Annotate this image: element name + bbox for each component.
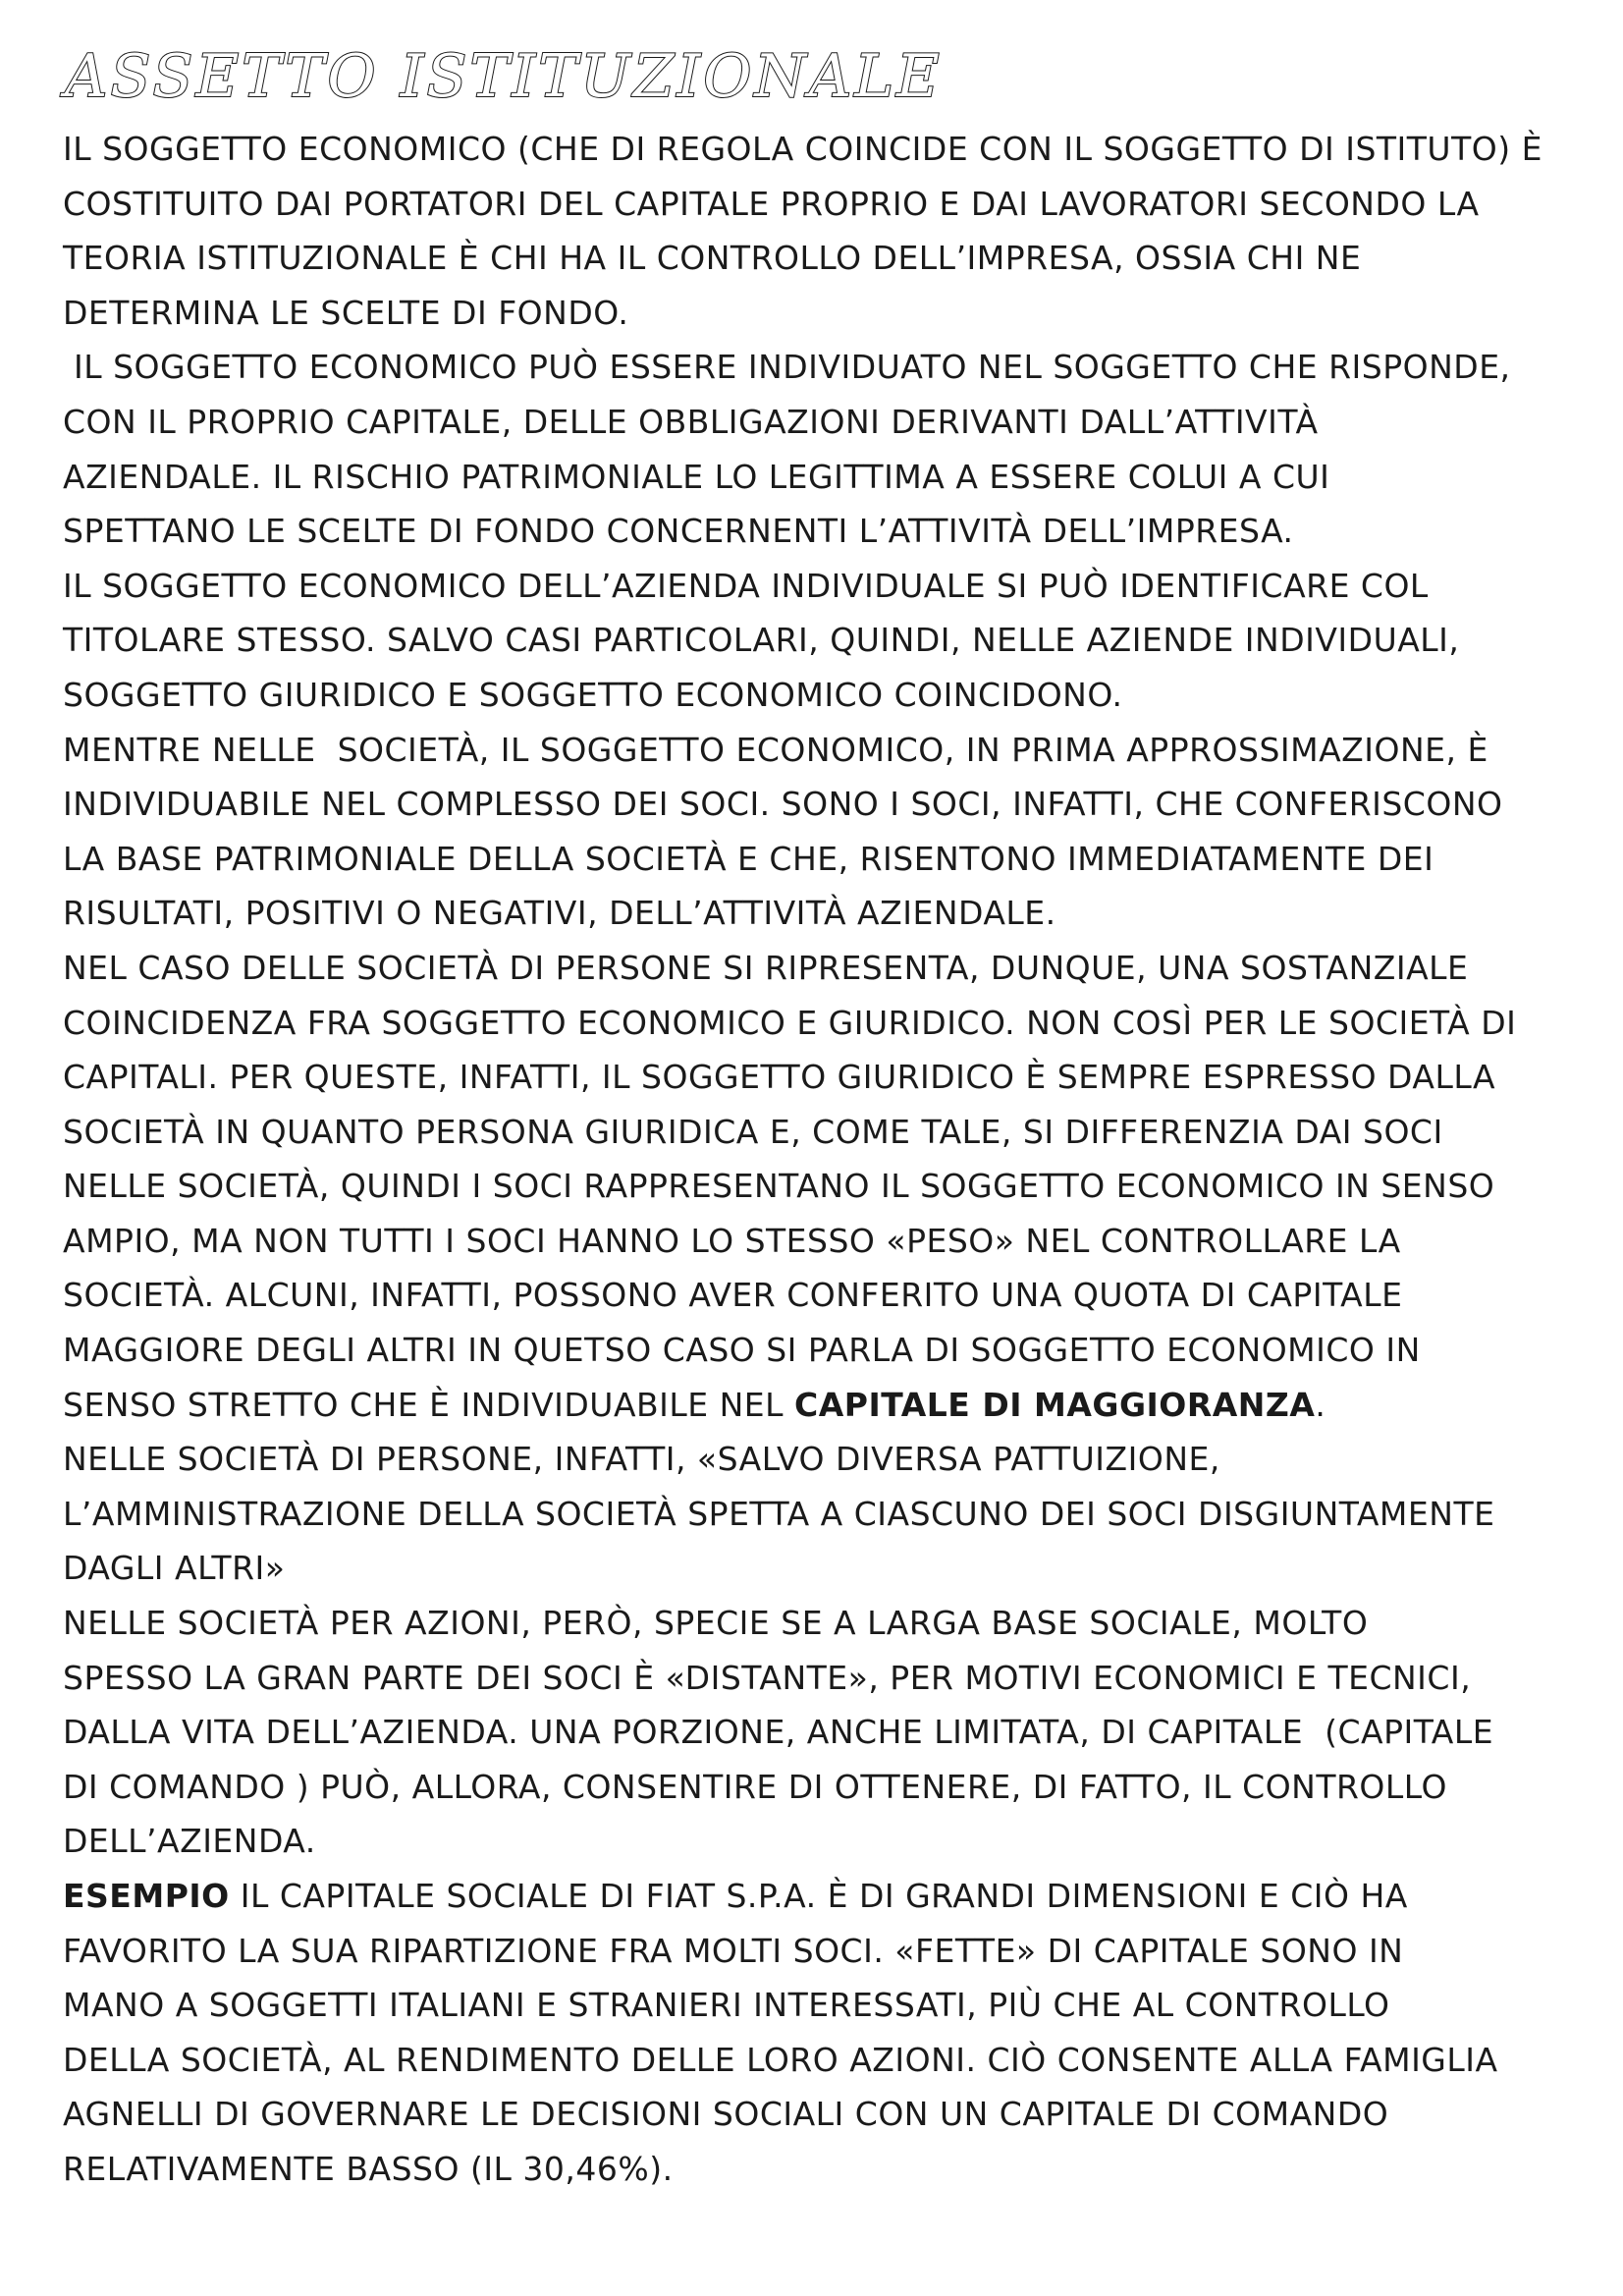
text-line: MANO A SOGGETTI ITALIANI E STRANIERI INTERESSATI, PIÙ CHE AL CONTROLLO	[63, 1986, 1390, 2025]
text-line: INDIVIDUABILE NEL COMPLESSO DEI SOCI. SONO I SOCI, INFATTI, CHE CONFERISCONO	[63, 785, 1503, 824]
text-line: SPESSO LA GRAN PARTE DEI SOCI È «DISTANTE», PER MOTIVI ECONOMICI E TECNICI,	[63, 1658, 1472, 1697]
text-line: LA BASE PATRIMONIALE DELLA SOCIETÀ E CHE, RISENTONO IMMEDIATAMENTE DEI	[63, 839, 1434, 878]
emphasis-capitale-di-maggioranza: CAPITALE DI MAGGIORANZA	[794, 1385, 1316, 1424]
text-line: AZIENDALE. IL RISCHIO PATRIMONIALE LO LEGITTIMA A ESSERE COLUI A CUI	[63, 457, 1330, 496]
text-line: DI COMANDO ) PUÒ, ALLORA, CONSENTIRE DI OTTENERE, DI FATTO, IL CONTROLLO	[63, 1767, 1447, 1806]
text-line: DALLA VITA DELL’AZIENDA. UNA PORZIONE, ANCHE LIMITATA, DI CAPITALE (CAPITALE	[63, 1713, 1494, 1752]
text-segment: SENSO STRETTO CHE È INDIVIDUABILE NEL	[63, 1385, 795, 1424]
text-line: COSTITUITO DAI PORTATORI DEL CAPITALE PROPRIO E DAI LAVORATORI SECONDO LA	[63, 184, 1480, 223]
text-line: RISULTATI, POSITIVI O NEGATIVI, DELL’ATTIVITÀ AZIENDALE.	[63, 894, 1056, 933]
text-segment: .	[1315, 1385, 1326, 1424]
text-line: NELLE SOCIETÀ PER AZIONI, PERÒ, SPECIE SE A LARGA BASE SOCIALE, MOLTO	[63, 1604, 1369, 1643]
text-line: DELLA SOCIETÀ, AL RENDIMENTO DELLE LORO AZIONI. CIÒ CONSENTE ALLA FAMIGLIA	[63, 2040, 1498, 2079]
text-line: MENTRE NELLE SOCIETÀ, IL SOGGETTO ECONOMICO, IN PRIMA APPROSSIMAZIONE, È	[63, 730, 1488, 769]
text-line: SOGGETTO GIURIDICO E SOGGETTO ECONOMICO COINCIDONO.	[63, 675, 1123, 714]
text-line: DELL’AZIENDA.	[63, 1822, 316, 1861]
text-line: DAGLI ALTRI»	[63, 1549, 286, 1588]
text-segment: IL CAPITALE SOCIALE DI FIAT S.P.A. È DI GRANDI DIMENSIONI E CIÒ HA	[229, 1877, 1408, 1915]
text-line: CON IL PROPRIO CAPITALE, DELLE OBBLIGAZIONI DERIVANTI DALL’ATTIVITÀ	[63, 402, 1319, 441]
text-line: TEORIA ISTITUZIONALE È CHI HA IL CONTROLLO DELL’IMPRESA, OSSIA CHI NE	[63, 239, 1362, 278]
text-line: CAPITALI. PER QUESTE, INFATTI, IL SOGGETTO GIURIDICO È SEMPRE ESPRESSO DALLA	[63, 1058, 1496, 1097]
document-body	[63, 122, 1595, 2197]
text-line: AGNELLI DI GOVERNARE LE DECISIONI SOCIALI CON UN CAPITALE DI COMANDO	[63, 2095, 1389, 2134]
text-line: IL SOGGETTO ECONOMICO DELL’AZIENDA INDIVIDUALE SI PUÒ IDENTIFICARE COL	[63, 566, 1429, 605]
text-line-with-emphasis	[63, 1378, 1595, 1433]
text-line: IL SOGGETTO ECONOMICO PUÒ ESSERE INDIVIDUATO NEL SOGGETTO CHE RISPONDE,	[63, 348, 1511, 387]
text-line: MAGGIORE DEGLI ALTRI IN QUETSO CASO SI PARLA DI SOGGETTO ECONOMICO IN	[63, 1331, 1421, 1370]
example-line	[63, 1869, 1595, 1924]
text-line: COINCIDENZA FRA SOGGETTO ECONOMICO E GIURIDICO. NON COSÌ PER LE SOCIETÀ DI	[63, 1003, 1517, 1042]
text-line: NELLE SOCIETÀ, QUINDI I SOCI RAPPRESENTANO IL SOGGETTO ECONOMICO IN SENSO	[63, 1167, 1495, 1206]
text-line: AMPIO, MA NON TUTTI I SOCI HANNO LO STESSO «PESO» NEL CONTROLLARE LA	[63, 1221, 1401, 1260]
text-line: RELATIVAMENTE BASSO (IL 30,46%).	[63, 2149, 674, 2188]
text-line: TITOLARE STESSO. SALVO CASI PARTICOLARI, QUINDI, NELLE AZIENDE INDIVIDUALI,	[63, 621, 1460, 660]
text-line: NEL CASO DELLE SOCIETÀ DI PERSONE SI RIPRESENTA, DUNQUE, UNA SOSTANZIALE	[63, 948, 1469, 987]
text-line: NELLE SOCIETÀ DI PERSONE, INFATTI, «SALVO DIVERSA PATTUIZIONE,	[63, 1440, 1220, 1479]
text-line: L’AMMINISTRAZIONE DELLA SOCIETÀ SPETTA A CIASCUNO DEI SOCI DISGIUNTAMENTE	[63, 1494, 1495, 1533]
text-line: DETERMINA LE SCELTE DI FONDO.	[63, 293, 629, 332]
text-line: SOCIETÀ IN QUANTO PERSONA GIURIDICA E, COME TALE, SI DIFFERENZIA DAI SOCI	[63, 1112, 1443, 1151]
text-line: SPETTANO LE SCELTE DI FONDO CONCERNENTI L’ATTIVITÀ DELL’IMPRESA.	[63, 512, 1294, 551]
page-title: ASSETTO ISTITUZIONALE	[65, 42, 943, 111]
example-label: ESEMPIO	[63, 1877, 230, 1915]
text-line: IL SOGGETTO ECONOMICO (CHE DI REGOLA COINCIDE CON IL SOGGETTO DI ISTITUTO) È	[63, 130, 1542, 168]
text-line: SOCIETÀ. ALCUNI, INFATTI, POSSONO AVER CONFERITO UNA QUOTA DI CAPITALE	[63, 1276, 1403, 1315]
text-line: FAVORITO LA SUA RIPARTIZIONE FRA MOLTI SOCI. «FETTE» DI CAPITALE SONO IN	[63, 1931, 1404, 1970]
